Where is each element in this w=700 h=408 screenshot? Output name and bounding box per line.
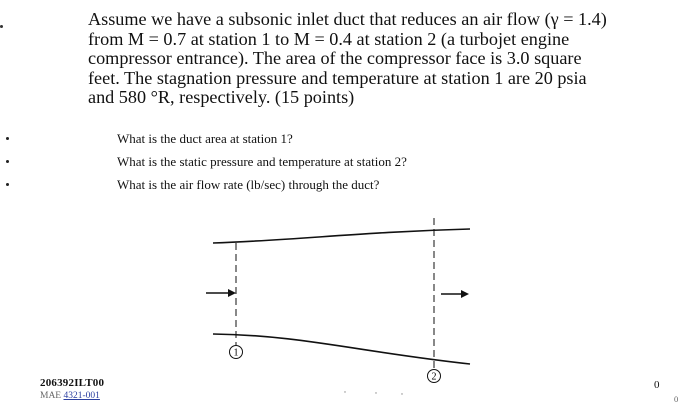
course-prefix: MAE [40,391,64,401]
question-duct-area: What is the duct area at station 1? [117,131,293,146]
course-label [40,391,100,401]
flow-arrow-2-icon [441,290,469,298]
document-code: 206392ILT00 [40,377,105,389]
question-flow-rate: What is the air flow rate (lb/sec) through the duct? [117,177,380,192]
question-static-conditions: What is the static pressure and temperature at station 2? [117,154,407,169]
station-2-label: 2 [431,371,437,383]
problem-line: compressor entrance). The area of the compressor face is 3.0 square [88,48,582,69]
problem-line: feet. The stagnation pressure and temperature at station 1 are 20 psia [88,67,587,88]
course-number: 4321-001 [63,391,100,401]
score-value: 0 [654,379,660,391]
duct-lower-wall [213,334,470,364]
problem-line: from M = 0.7 at station 1 to M = 0.4 at station 2 (a turbojet engine [88,28,570,49]
score-small-value: 0 [674,394,679,404]
station-1-label: 1 [233,347,239,359]
problem-line: and 580 °R, respectively. (15 points) [88,87,355,108]
flow-arrow-1-icon [206,289,236,297]
problem-line: Assume we have a subsonic inlet duct that reduces an air flow (γ = 1.4) [88,9,607,29]
duct-upper-wall [213,229,470,243]
